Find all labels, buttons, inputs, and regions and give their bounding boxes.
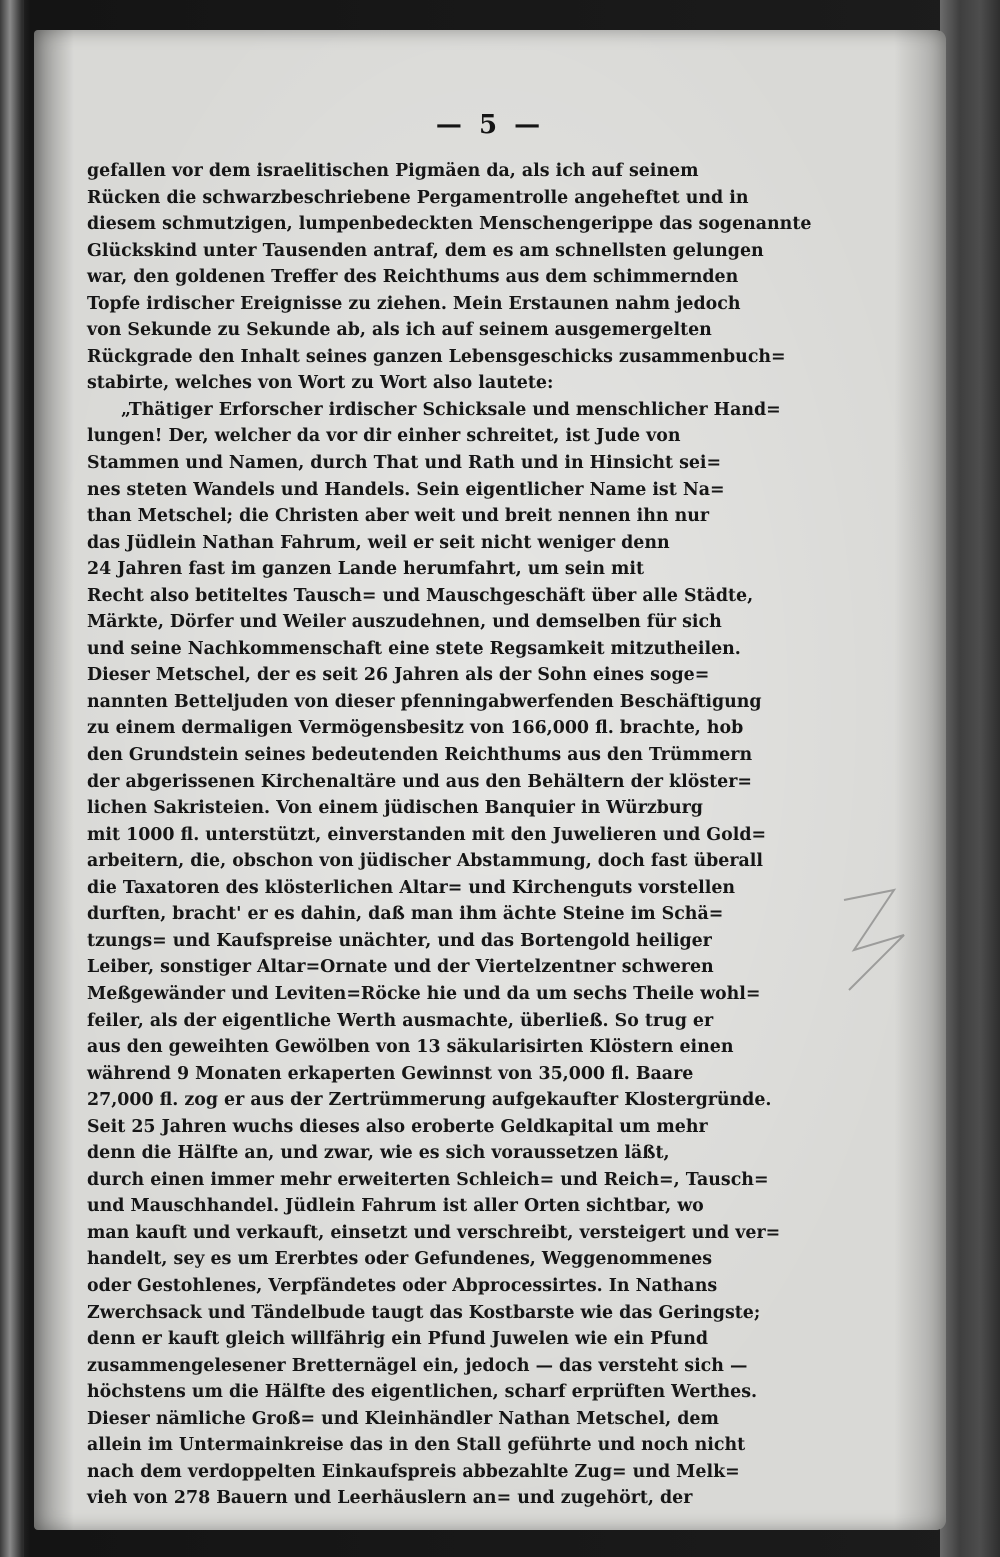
- text-line: Zwerchsack und Tändelbude taugt das Kostbarste wie das Geringste;: [87, 1302, 761, 1323]
- text-line: Dieser nämliche Groß= und Kleinhändler Nathan Metschel, dem: [87, 1408, 719, 1429]
- text-line: denn die Hälfte an, und zwar, wie es sich voraussetzen läßt,: [87, 1143, 670, 1164]
- text-line: man kauft und verkauft, einsetzt und verschreibt, versteigert und ver=: [87, 1222, 781, 1243]
- text-line: Meßgewänder und Leviten=Röcke hie und da um sechs Theile wohl=: [87, 983, 761, 1004]
- text-line: Seit 25 Jahren wuchs dieses also eroberte Geldkapital um mehr: [87, 1116, 708, 1137]
- text-line: der abgerissenen Kirchenaltäre und aus den Behältern der klöster=: [87, 771, 752, 792]
- text-line: aus den geweihten Gewölben von 13 säkularisirten Klöstern einen: [87, 1037, 734, 1058]
- text-line: und Mauschhandel. Jüdlein Fahrum ist aller Orten sichtbar, wo: [87, 1196, 704, 1217]
- page-body-text: [87, 158, 857, 1512]
- text-line: Rückgrade den Inhalt seines ganzen Lebensgeschicks zusammenbuch=: [87, 346, 786, 367]
- page-number-header: — 5 —: [435, 110, 545, 140]
- text-line: zu einem dermaligen Vermögensbesitz von 166,000 fl. brachte, hob: [87, 718, 744, 739]
- text-line: höchstens um die Hälfte des eigentlichen, scharf erprüften Werthes.: [87, 1382, 758, 1403]
- text-line: denn er kauft gleich willfährig ein Pfund Juwelen wie ein Pfund: [87, 1329, 709, 1350]
- text-line: oder Gestohlenes, Verpfändetes oder Abprocessirtes. In Nathans: [87, 1275, 718, 1296]
- text-line: das Jüdlein Nathan Fahrum, weil er seit nicht weniger denn: [87, 532, 670, 553]
- book-cover-edge: [940, 0, 1000, 1557]
- text-line: und seine Nachkommenschaft eine stete Regsamkeit mitzutheilen.: [87, 638, 741, 659]
- text-line: den Grundstein seines bedeutenden Reichthums aus den Trümmern: [87, 745, 753, 766]
- text-line: lichen Sakristeien. Von einem jüdischen Banquier in Würzburg: [87, 798, 703, 819]
- text-line: die Taxatoren des klösterlichen Altar= und Kirchenguts vorstellen: [87, 877, 736, 898]
- text-line: Glückskind unter Tausenden antraf, dem es am schnellsten gelungen: [87, 240, 764, 261]
- text-line: stabirte, welches von Wort zu Wort also lautete:: [87, 373, 554, 394]
- paragraph-start-line: „Thätiger Erforscher irdischer Schicksale und menschlicher Hand=: [121, 399, 781, 420]
- book-page: [34, 30, 946, 1530]
- previous-page-edge: [0, 0, 24, 1557]
- text-line: handelt, sey es um Ererbtes oder Gefundenes, Weggenommenes: [87, 1249, 713, 1270]
- text-line: Leiber, sonstiger Altar=Ornate und der Viertelzentner schweren: [87, 957, 714, 978]
- text-line: Recht also betiteltes Tausch= und Mauschgeschäft über alle Städte,: [87, 585, 754, 606]
- text-line: mit 1000 fl. unterstützt, einverstanden mit den Juwelieren und Gold=: [87, 824, 767, 845]
- text-line: war, den goldenen Treffer des Reichthums aus dem schimmernden: [87, 267, 739, 288]
- text-line: Stammen und Namen, durch That und Rath und in Hinsicht sei=: [87, 453, 722, 474]
- text-line: arbeitern, die, obschon von jüdischer Abstammung, doch fast überall: [87, 851, 763, 872]
- text-line: lungen! Der, welcher da vor dir einher schreitet, ist Jude von: [87, 426, 681, 447]
- text-line: Rücken die schwarzbeschriebene Pergamentrolle angeheftet und in: [87, 187, 749, 208]
- text-line: vieh von 278 Bauern und Leerhäuslern an= und zugehört, der: [87, 1488, 693, 1509]
- text-line: nannten Betteljuden von dieser pfenningabwerfenden Beschäftigung: [87, 691, 762, 712]
- text-line: feiler, als der eigentliche Werth ausmachte, überließ. So trug er: [87, 1010, 714, 1031]
- text-line: diesem schmutzigen, lumpenbedeckten Menschengerippe das sogenannte: [87, 214, 812, 235]
- text-line: von Sekunde zu Sekunde ab, als ich auf seinem ausgemergelten: [87, 320, 712, 341]
- text-line: Märkte, Dörfer und Weiler auszudehnen, und demselben für sich: [87, 612, 722, 633]
- text-line: nach dem verdoppelten Einkaufspreis abbezahlte Zug= und Melk=: [87, 1461, 740, 1482]
- text-line: tzungs= und Kaufspreise unächter, und das Bortengold heiliger: [87, 930, 712, 951]
- text-line: durch einen immer mehr erweiterten Schleich= und Reich=, Tausch=: [87, 1169, 769, 1190]
- text-line: Dieser Metschel, der es seit 26 Jahren als der Sohn eines soge=: [87, 665, 710, 686]
- text-line: allein im Untermainkreise das in den Stall geführte und noch nicht: [87, 1435, 746, 1456]
- text-line: 27,000 fl. zog er aus der Zertrümmerung aufgekaufter Klostergründe.: [87, 1090, 772, 1111]
- text-line: durften, bracht' er es dahin, daß man ihm ächte Steine im Schä=: [87, 904, 724, 925]
- pencil-mark: [834, 880, 924, 1000]
- text-line: nes steten Wandels und Handels. Sein eigentlicher Name ist Na=: [87, 479, 725, 500]
- text-line: zusammengelesener Bretternägel ein, jedoch — das versteht sich —: [87, 1355, 748, 1376]
- text-line: gefallen vor dem israelitischen Pigmäen da, als ich auf seinem: [87, 161, 699, 181]
- text-line: Topfe irdischer Ereignisse zu ziehen. Mein Erstaunen nahm jedoch: [87, 293, 741, 314]
- text-line: während 9 Monaten erkaperten Gewinnst von 35,000 fl. Baare: [87, 1063, 694, 1084]
- text-line: 24 Jahren fast im ganzen Lande herumfahrt, um sein mit: [87, 559, 645, 580]
- text-line: than Metschel; die Christen aber weit und breit nennen ihn nur: [87, 506, 710, 527]
